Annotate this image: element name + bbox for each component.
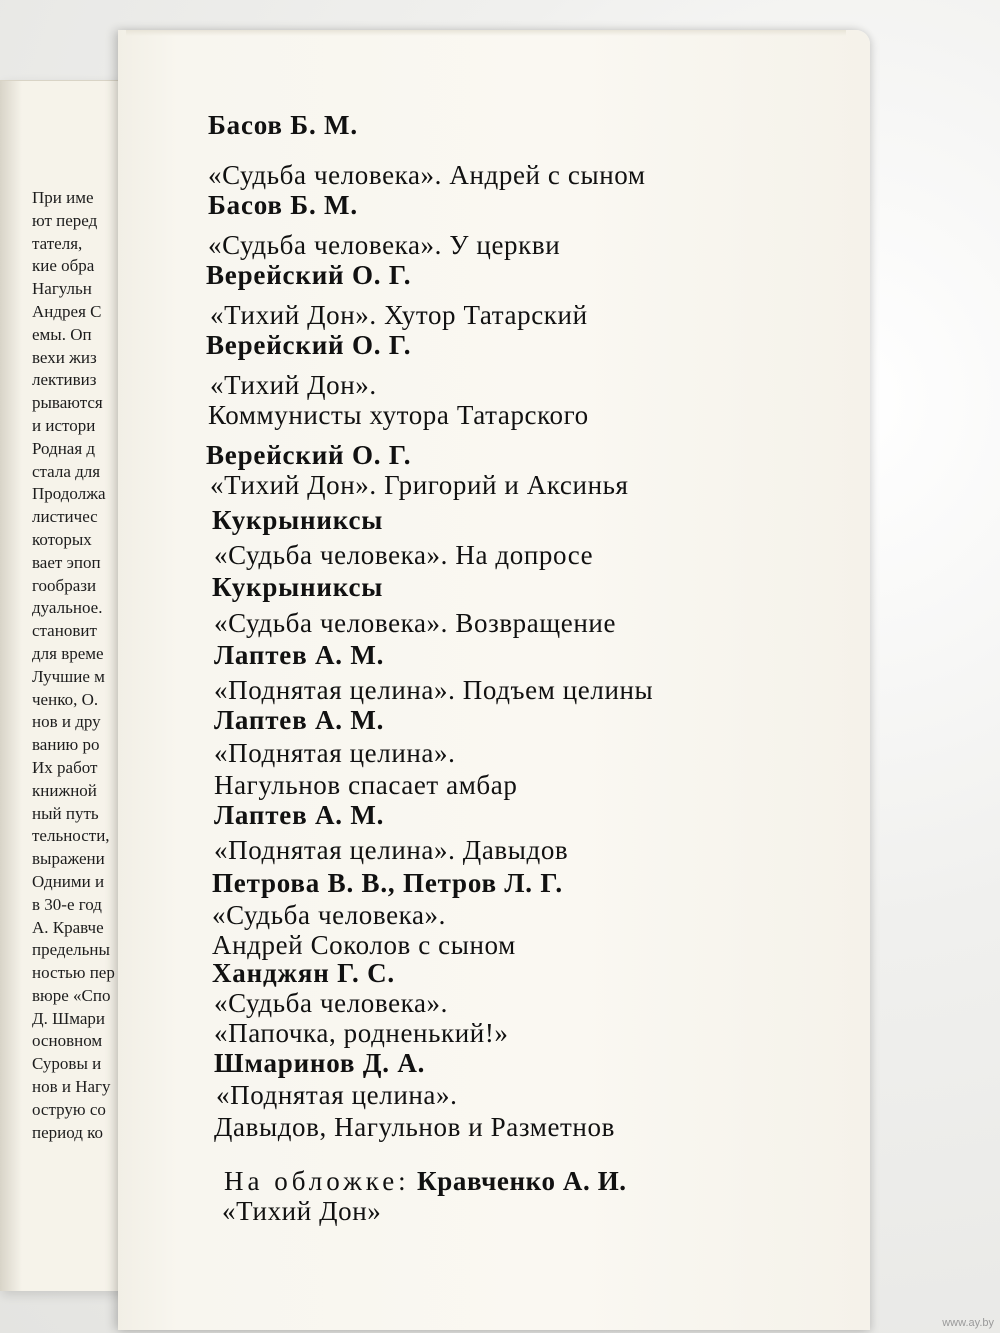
entry-author: Басов Б. М. [208,110,358,140]
front-card [118,30,870,1330]
entry-title: «Поднятая целина». Подъем целины [214,675,654,705]
back-card-line: Нагульн [32,279,92,299]
back-card-line: листичес [32,507,98,527]
entry-title: «Судьба человека». Возвращение [214,608,617,638]
back-card-line: кие обра [32,256,95,276]
cover-author: Кравченко А. И. [417,1166,627,1196]
entry-author: Лаптев А. М. [214,800,385,830]
entry-author: Верейский О. Г. [206,440,412,470]
back-card-line: Суровы и [32,1054,102,1074]
entry-title: «Поднятая целина». Давыдов [214,835,569,865]
back-card-line: Лучшие м [32,666,105,686]
back-card-line: основном [32,1031,103,1051]
entry-title: «Судьба человека». [212,900,447,930]
back-card-line: емы. Оп [32,324,92,344]
back-card-line: Их работ [32,757,98,777]
entry-author: Шмаринов Д. А. [214,1048,426,1078]
back-card-shadow [0,81,22,1291]
entry-title: «Судьба человека». [214,988,449,1018]
back-card-line: ный путь [32,803,99,823]
back-card-line: Родная д [32,438,96,458]
entry-author: Верейский О. Г. [206,330,412,360]
entry-author: Лаптев А. М. [214,640,385,670]
back-card-line: книжной [32,780,97,800]
back-card-line: становит [32,621,97,641]
back-card-line: А. Кравче [32,917,104,937]
entry-title: «Судьба человека». У церкви [208,230,561,260]
back-card-line: тельности, [32,826,110,846]
back-card-line: выражени [32,849,105,869]
back-card-line: ченко, О. [32,689,99,709]
entry-title: «Тихий Дон». [210,370,377,400]
cover-label: На обложке: [224,1166,410,1196]
back-card-line: период ко [32,1122,104,1142]
back-card-line: Продолжа [32,484,106,504]
back-card-line: нов и Нагу [32,1077,111,1097]
entry-title: «Судьба человека». Андрей с сыном [208,160,646,190]
back-card-line: При име [32,188,94,207]
back-card-line: ностью пер [32,963,115,983]
back-card-line: для време [32,643,104,663]
back-card-line: которых [32,529,92,549]
back-card-line: Андрея С [32,301,102,321]
cover-credit-line [224,1166,627,1197]
cover-title: «Тихий Дон» [222,1196,382,1226]
back-card-line: вехи жиз [32,347,97,367]
entry-title: Давыдов, Нагульнов и Разметнов [214,1112,615,1142]
back-card-line: стала для [32,461,101,481]
back-card-line: рываются [32,393,103,413]
back-card-line: гообрази [32,575,97,595]
entry-title: Коммунисты хутора Татарского [208,400,589,430]
back-card-line: ванию ро [32,735,100,755]
entry-title: Андрей Соколов с сыном [212,930,516,960]
back-card-line: дуальное. [32,598,103,618]
back-card-line: ют перед [32,210,98,230]
back-card-line: тателя, [32,233,83,253]
back-card-line: острую со [32,1099,106,1119]
entry-title: «Судьба человека». На допросе [214,540,594,570]
card-top-edge [126,30,846,36]
entry-author: Кукрыниксы [212,505,384,535]
back-card-line: вюре «Спо [32,985,111,1005]
back-card-line: в 30-е год [32,894,102,914]
back-card-line: и истори [32,415,96,435]
back-card-line: Одними и [32,871,105,891]
entry-title: «Тихий Дон». Хутор Татарский [210,300,588,330]
entry-title: Нагульнов спасает амбар [214,770,518,800]
entry-author: Басов Б. М. [208,190,358,220]
entry-title: «Поднятая целина». [214,738,456,768]
entry-author: Лаптев А. М. [214,705,385,735]
entry-title: «Поднятая целина». [216,1080,458,1110]
back-card-line: нов и дру [32,712,101,732]
entry-title: «Тихий Дон». Григорий и Аксинья [210,470,629,500]
entry-author: Кукрыниксы [212,572,384,602]
back-card-line: предельны [32,940,110,960]
entry-author: Ханджян Г. С. [212,958,395,988]
back-card-line: вает эпоп [32,552,101,572]
entry-title: «Папочка, родненький!» [214,1018,509,1048]
entry-author: Верейский О. Г. [206,260,412,290]
back-card-line: лективиз [32,370,97,390]
watermark: www.ay.by [942,1317,994,1329]
entry-author: Петрова В. В., Петров Л. Г. [212,868,563,898]
back-card-line: Д. Шмари [32,1008,106,1028]
